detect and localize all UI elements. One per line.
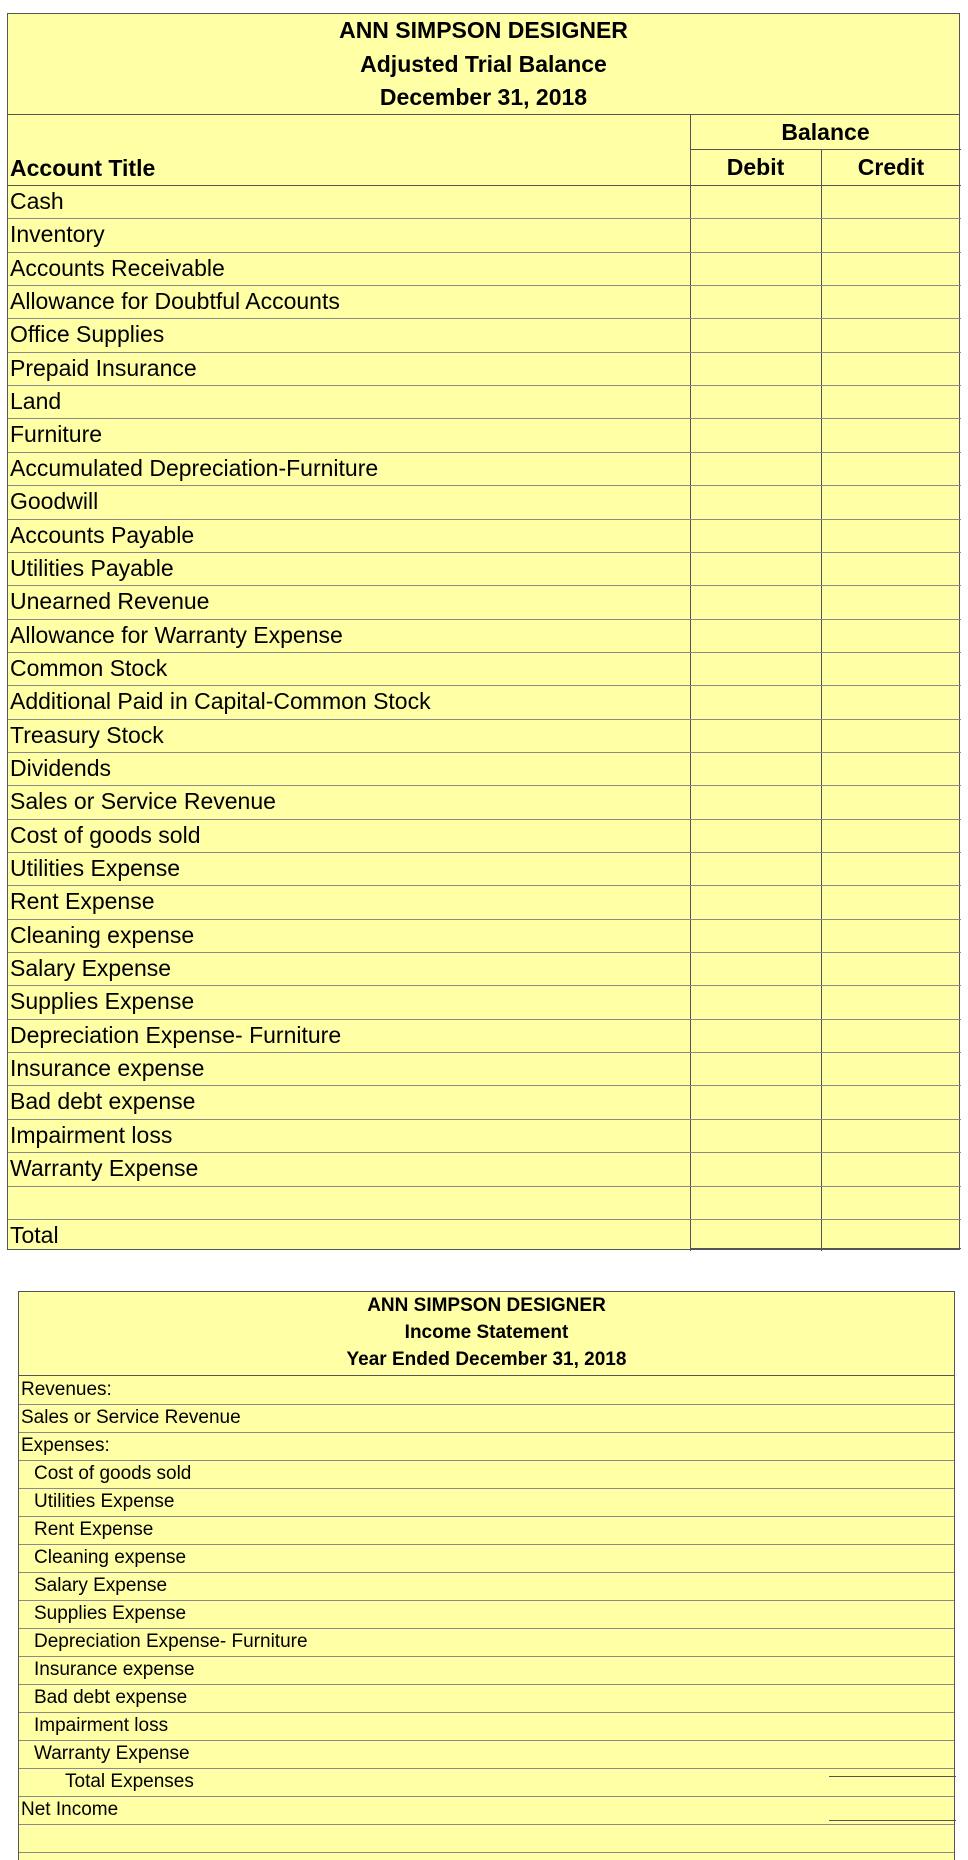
tb-title: Adjusted Trial Balance <box>360 51 607 77</box>
credit-header: Credit <box>857 154 925 180</box>
account-row-label: Utilities Payable <box>10 554 174 581</box>
row-divider <box>8 752 961 753</box>
account-title-header: Account Title <box>10 155 156 181</box>
revenue-row-label: Sales or Service Revenue <box>21 1407 241 1428</box>
row-divider <box>19 1600 954 1601</box>
account-row-label: Common Stock <box>10 654 168 681</box>
row-divider <box>8 385 961 386</box>
row-divider <box>8 985 961 986</box>
debit-header: Debit <box>726 154 785 180</box>
expense-row-label: Supplies Expense <box>34 1603 187 1624</box>
row-divider <box>8 719 961 720</box>
account-row-label: Additional Paid in Capital-Common Stock <box>10 688 431 715</box>
account-row-label: Depreciation Expense- Furniture <box>10 1021 342 1048</box>
row-divider <box>8 452 961 453</box>
account-row-label: Allowance for Doubtful Accounts <box>10 288 340 315</box>
row-divider <box>8 252 961 253</box>
expense-row-label: Bad debt expense <box>34 1687 188 1708</box>
account-row-label: Accumulated Depreciation-Furniture <box>10 454 379 481</box>
expense-row-label: Depreciation Expense- Furniture <box>34 1631 308 1652</box>
row-divider <box>19 1516 954 1517</box>
account-row-label: Furniture <box>10 421 103 448</box>
row-divider <box>8 952 961 953</box>
row-divider <box>8 819 961 820</box>
row-divider <box>8 318 961 319</box>
expense-row-label: Cleaning expense <box>34 1547 187 1568</box>
tb-date: December 31, 2018 <box>379 84 588 110</box>
row-divider <box>8 619 961 620</box>
row-divider <box>8 519 961 520</box>
row-divider <box>8 785 961 786</box>
row-divider <box>8 1119 961 1120</box>
row-divider <box>8 1152 961 1153</box>
adjusted-trial-balance-table <box>7 13 960 1250</box>
row-divider <box>8 1052 961 1053</box>
row-divider <box>8 552 961 553</box>
account-row-label: Office Supplies <box>10 321 165 348</box>
account-row-label: Impairment loss <box>10 1121 173 1148</box>
net-income-label: Net Income <box>21 1799 119 1820</box>
account-row-label: Utilities Expense <box>10 855 181 881</box>
row-divider <box>8 218 961 219</box>
account-row-label: Land <box>10 388 62 415</box>
account-row-label: Allowance for Warranty Expense <box>10 621 343 648</box>
revenues-label: Revenues: <box>21 1379 112 1400</box>
account-row-label: Accounts Payable <box>10 521 195 548</box>
total-underline <box>690 1248 821 1249</box>
expense-row-label: Cost of goods sold <box>34 1463 192 1484</box>
row-divider <box>8 1085 961 1086</box>
row-divider <box>8 885 961 886</box>
expense-row-label: Insurance expense <box>34 1659 195 1680</box>
total-expenses-label: Total Expenses <box>65 1771 194 1792</box>
row-divider <box>19 1796 954 1797</box>
total-underline <box>821 1248 961 1249</box>
income-statement-header <box>19 1292 954 1376</box>
row-divider <box>19 1740 954 1741</box>
account-row-label: Cash <box>10 188 64 214</box>
row-divider <box>8 1186 961 1187</box>
account-row-label: Salary Expense <box>10 955 172 982</box>
account-row-label: Insurance expense <box>10 1055 205 1082</box>
trial-balance-header <box>8 14 959 115</box>
row-divider <box>19 1572 954 1573</box>
row-divider <box>8 919 961 920</box>
account-row-label: Unearned Revenue <box>10 588 210 615</box>
account-row-label: Goodwill <box>10 488 99 515</box>
row-divider <box>19 1460 954 1461</box>
account-row-label: Inventory <box>10 221 105 248</box>
account-row-label: Treasury Stock <box>10 721 164 748</box>
is-company-name: ANN SIMPSON DESIGNER <box>367 1295 606 1316</box>
expense-row-label: Impairment loss <box>34 1715 169 1736</box>
expense-row-label: Utilities Expense <box>34 1491 175 1512</box>
row-divider <box>8 652 961 653</box>
row-divider <box>19 1768 954 1769</box>
row-divider <box>19 1656 954 1657</box>
row-divider <box>8 1219 961 1220</box>
expenses-label: Expenses: <box>21 1435 110 1456</box>
row-divider <box>8 285 961 286</box>
row-divider <box>8 485 961 486</box>
account-row-label: Rent Expense <box>10 888 155 915</box>
row-divider <box>8 585 961 586</box>
account-row-label: Cleaning expense <box>10 921 195 948</box>
expense-row-label: Warranty Expense <box>34 1743 190 1764</box>
row-divider <box>19 1712 954 1713</box>
row-divider <box>19 1432 954 1433</box>
row-divider <box>8 352 961 353</box>
balance-header: Balance <box>781 119 870 145</box>
account-row-label: Dividends <box>10 754 111 781</box>
expense-row-label: Rent Expense <box>34 1519 154 1540</box>
row-divider <box>19 1684 954 1685</box>
account-row-label: Prepaid Insurance <box>10 354 197 381</box>
row-divider <box>19 1544 954 1545</box>
row-divider <box>19 1824 954 1825</box>
amount-underline <box>829 1776 956 1777</box>
row-divider <box>19 1852 954 1853</box>
account-row-label: Sales or Service Revenue <box>10 788 276 815</box>
row-divider <box>8 852 961 853</box>
row-divider <box>19 1628 954 1629</box>
is-title: Income Statement <box>404 1322 569 1343</box>
row-divider <box>19 1488 954 1489</box>
account-row-label: Warranty Expense <box>10 1155 199 1182</box>
is-period: Year Ended December 31, 2018 <box>346 1349 627 1370</box>
row-divider <box>19 1404 954 1405</box>
account-row-label: Supplies Expense <box>10 988 195 1015</box>
account-row-label: Cost of goods sold <box>10 821 201 848</box>
row-divider <box>8 1019 961 1020</box>
row-divider <box>8 418 961 419</box>
tb-company-name: ANN SIMPSON DESIGNER <box>339 17 628 43</box>
column-header-divider <box>8 185 961 186</box>
account-row-label: Accounts Receivable <box>10 254 225 281</box>
expense-row-label: Salary Expense <box>34 1575 168 1596</box>
income-statement-table <box>18 1291 955 1860</box>
account-row-label: Bad debt expense <box>10 1088 196 1115</box>
total-row-label: Total <box>10 1221 59 1248</box>
row-divider <box>8 685 961 686</box>
amount-underline <box>829 1820 956 1821</box>
